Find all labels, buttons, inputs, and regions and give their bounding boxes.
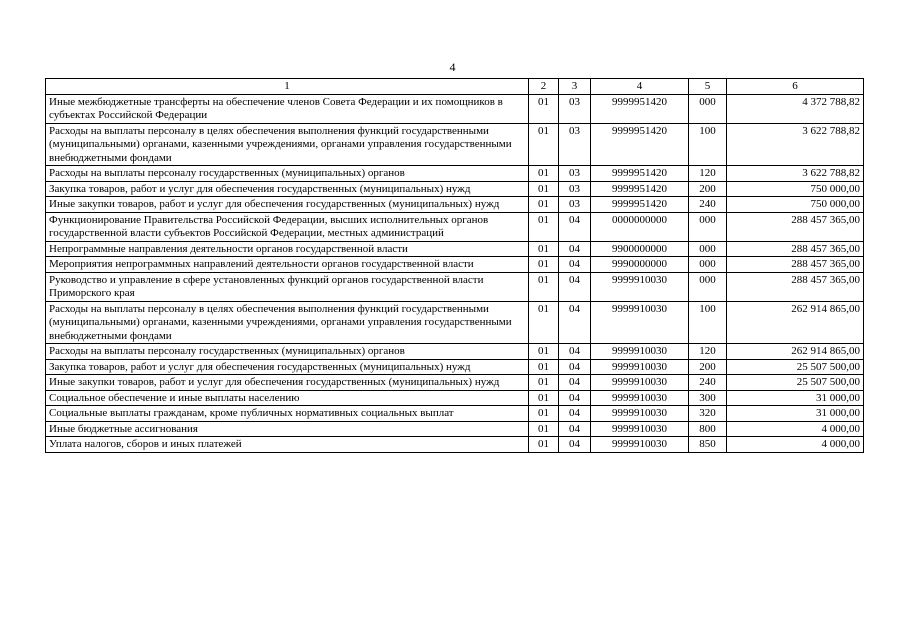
row-name-cell: Иные закупки товаров, работ и услуг для обеспечения государственных (муниципальных) нужд xyxy=(46,375,529,391)
row-name-cell: Социальное обеспечение и иные выплаты населению xyxy=(46,390,529,406)
table-row xyxy=(46,181,864,197)
table-row xyxy=(46,437,864,453)
row-subsection-cell: 04 xyxy=(559,406,591,422)
row-target-article-cell: 9999910030 xyxy=(591,359,689,375)
row-section-cell: 01 xyxy=(529,421,559,437)
table-row xyxy=(46,257,864,273)
row-sum-cell: 4 372 788,82 xyxy=(727,94,864,123)
row-name-cell: Мероприятия непрограммных направлений деятельности органов государственной власти xyxy=(46,257,529,273)
row-section-cell: 01 xyxy=(529,437,559,453)
row-expense-type-cell: 120 xyxy=(689,166,727,182)
row-section-cell: 01 xyxy=(529,241,559,257)
row-sum-cell: 750 000,00 xyxy=(727,197,864,213)
row-subsection-cell: 04 xyxy=(559,421,591,437)
row-name-cell: Расходы на выплаты персоналу государственных (муниципальных) органов xyxy=(46,166,529,182)
row-section-cell: 01 xyxy=(529,212,559,241)
row-expense-type-cell: 800 xyxy=(689,421,727,437)
row-name-cell: Закупка товаров, работ и услуг для обеспечения государственных (муниципальных) нужд xyxy=(46,359,529,375)
row-target-article-cell: 9999910030 xyxy=(591,390,689,406)
row-target-article-cell: 9999910030 xyxy=(591,421,689,437)
row-expense-type-cell: 120 xyxy=(689,344,727,360)
row-target-article-cell: 9999951420 xyxy=(591,197,689,213)
row-subsection-cell: 03 xyxy=(559,197,591,213)
row-expense-type-cell: 000 xyxy=(689,241,727,257)
row-sum-cell: 262 914 865,00 xyxy=(727,344,864,360)
row-expense-type-cell: 240 xyxy=(689,375,727,391)
row-target-article-cell: 9999910030 xyxy=(591,437,689,453)
page-number: 4 xyxy=(449,60,456,74)
row-name-cell: Непрограммные направления деятельности органов государственной власти xyxy=(46,241,529,257)
header-col-5: 5 xyxy=(689,79,727,95)
row-target-article-cell: 9990000000 xyxy=(591,257,689,273)
row-subsection-cell: 04 xyxy=(559,272,591,301)
row-expense-type-cell: 200 xyxy=(689,181,727,197)
row-expense-type-cell: 000 xyxy=(689,272,727,301)
row-expense-type-cell: 100 xyxy=(689,301,727,344)
table-row xyxy=(46,197,864,213)
row-name-cell: Функционирование Правительства Российской Федерации, высших исполнительных органов государственной власти субъектов Российской Федерации, местных администраций xyxy=(46,212,529,241)
row-section-cell: 01 xyxy=(529,344,559,360)
row-target-article-cell: 0000000000 xyxy=(591,212,689,241)
header-col-2: 2 xyxy=(529,79,559,95)
row-section-cell: 01 xyxy=(529,123,559,166)
header-col-1: 1 xyxy=(46,79,529,95)
row-section-cell: 01 xyxy=(529,301,559,344)
row-subsection-cell: 04 xyxy=(559,437,591,453)
row-name-cell: Закупка товаров, работ и услуг для обеспечения государственных (муниципальных) нужд xyxy=(46,181,529,197)
table-row xyxy=(46,212,864,241)
row-name-cell: Расходы на выплаты персоналу в целях обеспечения выполнения функций государственными (муниципальными) органами, казенными учреждениями, органами управления государственными внебюджетными фондами xyxy=(46,301,529,344)
row-expense-type-cell: 000 xyxy=(689,94,727,123)
header-row xyxy=(46,79,864,95)
row-sum-cell: 31 000,00 xyxy=(727,390,864,406)
row-section-cell: 01 xyxy=(529,390,559,406)
header-col-6: 6 xyxy=(727,79,864,95)
row-subsection-cell: 04 xyxy=(559,390,591,406)
table-row xyxy=(46,301,864,344)
row-expense-type-cell: 200 xyxy=(689,359,727,375)
row-section-cell: 01 xyxy=(529,181,559,197)
row-subsection-cell: 03 xyxy=(559,166,591,182)
row-section-cell: 01 xyxy=(529,197,559,213)
row-expense-type-cell: 240 xyxy=(689,197,727,213)
row-subsection-cell: 04 xyxy=(559,359,591,375)
row-target-article-cell: 9900000000 xyxy=(591,241,689,257)
row-sum-cell: 288 457 365,00 xyxy=(727,212,864,241)
row-sum-cell: 3 622 788,82 xyxy=(727,123,864,166)
table-row xyxy=(46,272,864,301)
row-sum-cell: 3 622 788,82 xyxy=(727,166,864,182)
row-section-cell: 01 xyxy=(529,166,559,182)
row-subsection-cell: 04 xyxy=(559,344,591,360)
header-col-3: 3 xyxy=(559,79,591,95)
row-target-article-cell: 9999910030 xyxy=(591,375,689,391)
header-col-4: 4 xyxy=(591,79,689,95)
row-name-cell: Иные межбюджетные трансферты на обеспечение членов Совета Федерации и их помощников в субъектах Российской Федерации xyxy=(46,94,529,123)
row-sum-cell: 25 507 500,00 xyxy=(727,359,864,375)
row-sum-cell: 4 000,00 xyxy=(727,437,864,453)
table-row xyxy=(46,390,864,406)
table-row xyxy=(46,421,864,437)
row-section-cell: 01 xyxy=(529,406,559,422)
row-sum-cell: 4 000,00 xyxy=(727,421,864,437)
row-subsection-cell: 03 xyxy=(559,123,591,166)
row-target-article-cell: 9999951420 xyxy=(591,181,689,197)
row-target-article-cell: 9999951420 xyxy=(591,94,689,123)
row-subsection-cell: 03 xyxy=(559,181,591,197)
row-target-article-cell: 9999910030 xyxy=(591,301,689,344)
row-subsection-cell: 04 xyxy=(559,375,591,391)
row-section-cell: 01 xyxy=(529,272,559,301)
row-expense-type-cell: 320 xyxy=(689,406,727,422)
row-name-cell: Уплата налогов, сборов и иных платежей xyxy=(46,437,529,453)
table-row xyxy=(46,166,864,182)
row-subsection-cell: 04 xyxy=(559,257,591,273)
table-row xyxy=(46,375,864,391)
row-target-article-cell: 9999910030 xyxy=(591,272,689,301)
row-name-cell: Социальные выплаты гражданам, кроме публичных нормативных социальных выплат xyxy=(46,406,529,422)
row-target-article-cell: 9999910030 xyxy=(591,344,689,360)
row-name-cell: Иные бюджетные ассигнования xyxy=(46,421,529,437)
row-sum-cell: 31 000,00 xyxy=(727,406,864,422)
row-name-cell: Расходы на выплаты персоналу в целях обеспечения выполнения функций государственными (муниципальными) органами, казенными учреждениями, органами управления государственными внебюджетными фондами xyxy=(46,123,529,166)
table-row xyxy=(46,359,864,375)
row-target-article-cell: 9999951420 xyxy=(591,166,689,182)
table-row xyxy=(46,344,864,360)
budget-table xyxy=(45,78,864,453)
row-name-cell: Иные закупки товаров, работ и услуг для обеспечения государственных (муниципальных) нужд xyxy=(46,197,529,213)
table-body xyxy=(46,94,864,452)
table-row xyxy=(46,241,864,257)
row-sum-cell: 288 457 365,00 xyxy=(727,257,864,273)
row-subsection-cell: 04 xyxy=(559,212,591,241)
row-expense-type-cell: 000 xyxy=(689,212,727,241)
row-sum-cell: 288 457 365,00 xyxy=(727,241,864,257)
row-expense-type-cell: 300 xyxy=(689,390,727,406)
row-subsection-cell: 04 xyxy=(559,301,591,344)
row-section-cell: 01 xyxy=(529,257,559,273)
row-expense-type-cell: 100 xyxy=(689,123,727,166)
row-expense-type-cell: 000 xyxy=(689,257,727,273)
row-target-article-cell: 9999910030 xyxy=(591,406,689,422)
row-sum-cell: 750 000,00 xyxy=(727,181,864,197)
row-sum-cell: 288 457 365,00 xyxy=(727,272,864,301)
row-target-article-cell: 9999951420 xyxy=(591,123,689,166)
row-section-cell: 01 xyxy=(529,375,559,391)
table-row xyxy=(46,406,864,422)
row-sum-cell: 262 914 865,00 xyxy=(727,301,864,344)
row-sum-cell: 25 507 500,00 xyxy=(727,375,864,391)
row-expense-type-cell: 850 xyxy=(689,437,727,453)
row-name-cell: Руководство и управление в сфере установленных функций органов государственной власти Приморского края xyxy=(46,272,529,301)
table-row xyxy=(46,94,864,123)
row-section-cell: 01 xyxy=(529,359,559,375)
row-subsection-cell: 03 xyxy=(559,94,591,123)
row-name-cell: Расходы на выплаты персоналу государственных (муниципальных) органов xyxy=(46,344,529,360)
row-subsection-cell: 04 xyxy=(559,241,591,257)
table-row xyxy=(46,123,864,166)
row-section-cell: 01 xyxy=(529,94,559,123)
